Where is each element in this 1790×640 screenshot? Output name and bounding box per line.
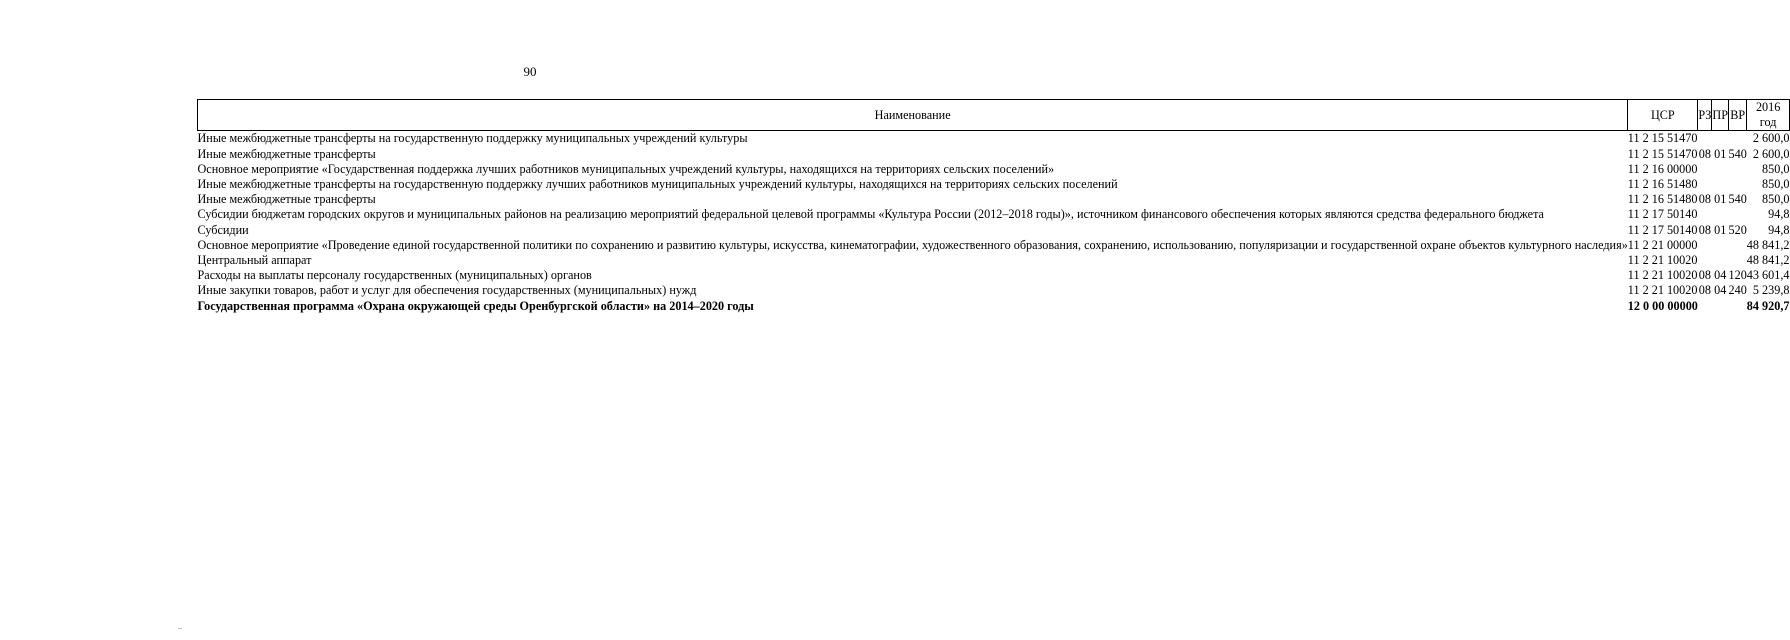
row-csr: 12 0 00 00000 [1627,298,1698,313]
row-vr: 540 [1728,146,1747,161]
row-pr [1712,162,1729,177]
row-pr: 04 [1714,283,1727,298]
row-name: Субсидии бюджетам городских округов и муниципальных районов на реализацию мероприятий федеральной целевой программы «Культура России (2012–2018 годы)», источником финансового обеспечения которых являются средства федерального бюджета [197,207,1544,222]
row-csr: 11 2 21 10020 [1627,253,1698,268]
row-name: Центральный аппарат [197,253,312,268]
row-vr: 120 [1728,268,1747,283]
row-amount: 850,0 [1762,177,1790,192]
row-name: Иные закупки товаров, работ и услуг для обеспечения государственных (муниципальных) нужд [197,283,697,298]
row-rz [1698,131,1712,147]
table-row [198,162,1790,177]
row-pr [1712,207,1729,222]
row-csr: 11 2 21 00000 [1627,237,1698,252]
row-pr [1712,253,1729,268]
row-vr [1729,253,1747,268]
row-csr: 11 2 17 50140 [1627,207,1698,222]
row-amount: 94,8 [1768,222,1790,237]
row-csr: 11 2 21 10020 [1627,268,1698,283]
row-name: Субсидии [197,222,249,237]
table-row [198,147,1790,162]
table-row [198,131,1790,147]
row-vr [1729,238,1747,253]
table-row [198,207,1790,222]
row-rz: 08 [1698,222,1711,237]
row-csr: 11 2 16 51480 [1627,177,1698,192]
row-amount: 850,0 [1762,161,1790,176]
row-csr: 11 2 15 51470 [1627,131,1698,146]
row-rz [1698,299,1712,314]
row-vr [1729,299,1747,314]
row-pr: 01 [1714,146,1727,161]
scan-mark [178,628,182,629]
row-rz: 08 [1698,268,1711,283]
row-vr [1729,177,1747,192]
header-pr: ПР [1712,100,1729,131]
row-vr: 540 [1728,192,1747,207]
row-amount: 2 600,0 [1752,146,1790,161]
budget-table [197,99,1790,314]
row-vr [1729,162,1747,177]
row-pr: 04 [1714,268,1727,283]
row-csr: 11 2 17 50140 [1627,222,1698,237]
row-pr [1712,299,1729,314]
row-vr [1729,131,1747,147]
table-row [198,177,1790,192]
row-rz [1698,238,1712,253]
row-name: Государственная программа «Охрана окружающей среды Оренбургской области» на 2014–2020 годы [197,298,754,313]
row-rz [1698,177,1712,192]
row-name: Основное мероприятие «Государственная поддержка лучших работников муниципальных учреждений культуры, находящихся на территориях сельских поселений» [197,161,1055,176]
row-rz [1698,207,1712,222]
row-amount: 850,0 [1762,192,1790,207]
row-rz [1698,253,1712,268]
row-name: Иные межбюджетные трансферты [197,146,376,161]
row-csr: 11 2 16 51480 [1627,192,1698,207]
table-row [198,192,1790,207]
table-row [198,253,1790,268]
header-vr: ВР [1729,100,1747,131]
header-rz: РЗ [1698,100,1712,131]
table-row [198,283,1790,298]
row-csr: 11 2 16 00000 [1627,161,1698,176]
row-amount: 5 239,8 [1752,283,1790,298]
row-rz: 08 [1698,192,1711,207]
header-year: 2016 год [1747,100,1790,131]
row-pr [1712,177,1729,192]
row-vr: 520 [1728,222,1747,237]
table-row [198,223,1790,238]
row-csr: 11 2 21 10020 [1627,283,1698,298]
row-amount: 84 920,7 [1746,298,1790,313]
table-header-row [198,100,1790,131]
row-amount: 94,8 [1768,207,1790,222]
row-pr: 01 [1714,222,1727,237]
page-number: 90 [523,64,537,79]
header-csr: ЦСР [1628,100,1698,131]
row-pr [1712,238,1729,253]
row-rz: 08 [1698,146,1711,161]
table-row [198,238,1790,253]
row-pr [1712,131,1729,147]
row-amount: 48 841,2 [1746,237,1790,252]
row-rz [1698,162,1712,177]
row-name: Иные межбюджетные трансферты [197,192,376,207]
row-amount: 43 601,4 [1746,268,1790,283]
row-amount: 2 600,0 [1752,131,1790,146]
row-amount: 48 841,2 [1746,253,1790,268]
table-row [198,268,1790,283]
header-name: Наименование [198,100,1628,131]
row-vr: 240 [1728,283,1747,298]
row-rz: 08 [1698,283,1711,298]
row-name: Расходы на выплаты персоналу государственных (муниципальных) органов [197,268,592,283]
row-vr [1729,207,1747,222]
row-csr: 11 2 15 51470 [1627,146,1698,161]
row-name: Иные межбюджетные трансферты на государственную поддержку муниципальных учреждений культуры [197,131,748,146]
row-name: Основное мероприятие «Проведение единой государственной политики по сохранению и развитию культуры, искусства, кинематографии, художественного образования, сохранению, использованию, популяризации и государственной охране объектов культурного наследия» [197,237,1628,252]
table-row [198,299,1790,314]
row-name: Иные межбюджетные трансферты на государственную поддержку лучших работников муниципальных учреждений культуры, находящихся на территориях сельских поселений [197,177,1118,192]
row-pr: 01 [1714,192,1727,207]
table-body [198,131,1790,314]
